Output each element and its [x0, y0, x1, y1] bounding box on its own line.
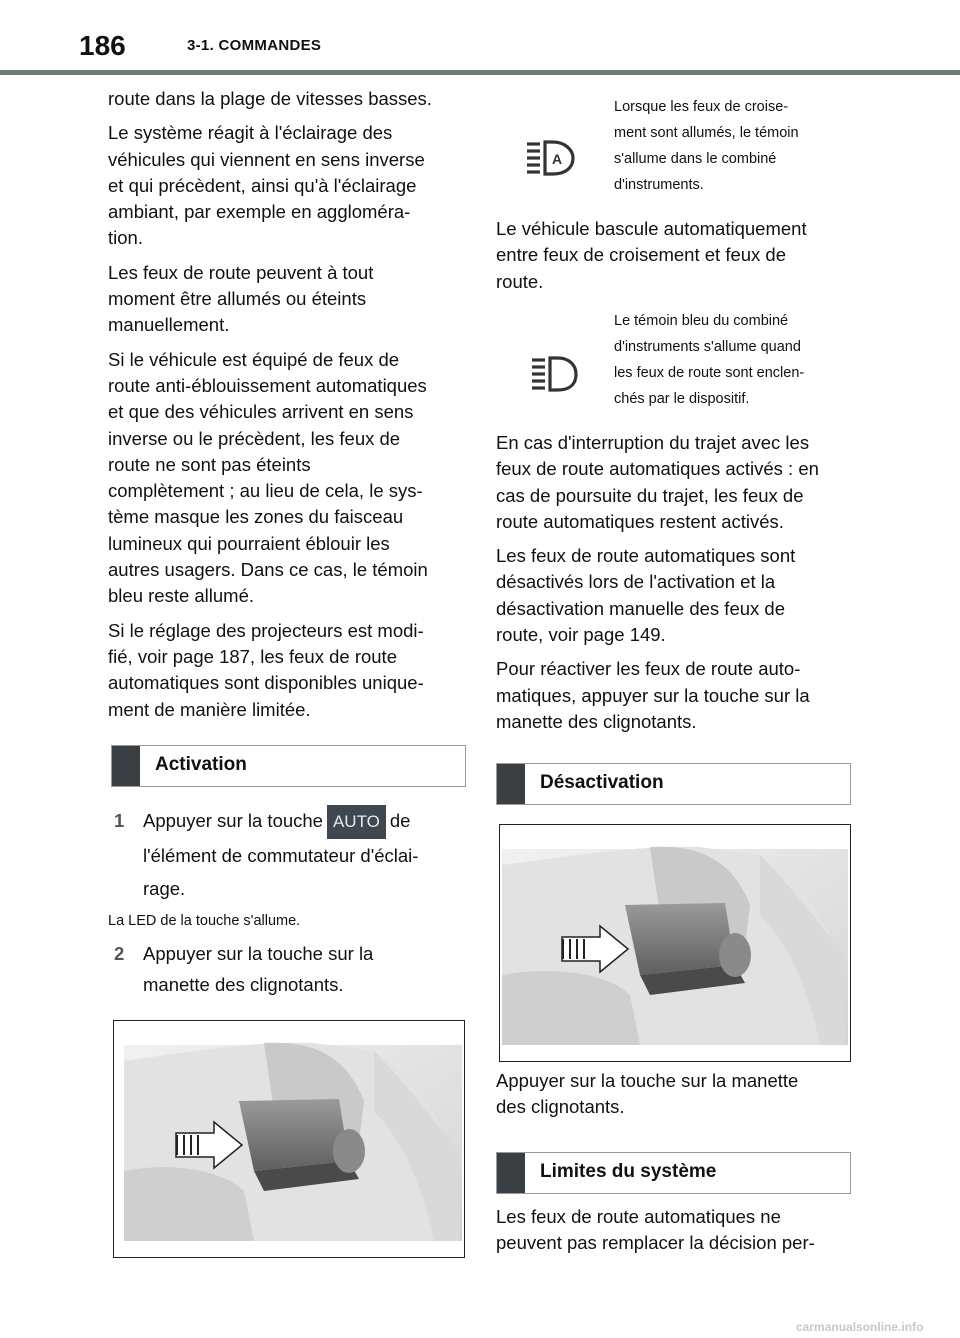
text-line: ment de manière limitée. — [108, 698, 311, 720]
text-line: peuvent pas remplacer la décision per- — [496, 1232, 815, 1254]
step-text: manette des clignotants. — [143, 974, 344, 995]
high-beam-icon — [530, 354, 578, 399]
figure-caption — [496, 1068, 856, 1121]
section-heading-deactivation — [496, 763, 851, 805]
paragraph — [496, 216, 856, 295]
text-line: route, voir page 149. — [496, 624, 666, 646]
right-text-block — [496, 430, 856, 743]
text-line: s'allume dans le combiné — [614, 151, 777, 167]
stalk-drawing — [114, 1021, 464, 1257]
paragraph — [108, 260, 468, 339]
text-line: désactivés lors de l'activation et la — [496, 571, 776, 593]
section-bar — [497, 1153, 525, 1193]
step-number: 1 — [114, 810, 125, 831]
icon2-description — [614, 308, 854, 412]
text-line: tème masque les zones du faisceau — [108, 506, 404, 528]
text-line: Lorsque les feux de croise- — [614, 99, 789, 115]
stalk-drawing — [500, 825, 850, 1061]
auto-high-beam-icon — [525, 138, 577, 183]
left-column — [108, 86, 468, 731]
chapter-title: 3-1. COMMANDES — [187, 37, 322, 54]
section-bar — [112, 746, 140, 786]
step-text: de — [389, 810, 411, 831]
paragraph — [496, 543, 856, 648]
text-line: manuellement. — [108, 314, 230, 336]
page-header — [0, 0, 960, 76]
section-heading-activation — [111, 745, 466, 787]
step-1 — [114, 804, 464, 905]
text-line: ment sont allumés, le témoin — [614, 125, 799, 141]
step-text: l'élément de commutateur d'éclai- — [143, 845, 419, 867]
step-number: 2 — [114, 943, 125, 964]
text-line: Le système réagit à l'éclairage des — [108, 122, 393, 144]
text-line: Les feux de route automatiques ne — [496, 1206, 781, 1227]
text-line: manette des clignotants. — [496, 710, 697, 732]
text-line: fié, voir page 187, les feux de route — [108, 645, 397, 667]
led-note: La LED de la touche s'allume. — [108, 913, 301, 929]
text-line: route ne sont pas éteints — [108, 453, 311, 475]
page-number: 186 — [79, 30, 126, 61]
text-line: En cas d'interruption du trajet avec les — [496, 432, 810, 453]
text-line: route. — [496, 270, 544, 292]
text-line: Le témoin bleu du combiné — [614, 313, 789, 329]
text-line: ambiant, par exemple en aggloméra- — [108, 201, 411, 223]
text-line: route anti-éblouissement automatiques — [108, 374, 427, 396]
section-title: Désactivation — [540, 772, 664, 793]
text-line: Pour réactiver les feux de route auto- — [496, 658, 801, 680]
text-line: route automatiques restent activés. — [496, 510, 784, 532]
text-line: véhicules qui viennent en sens inverse — [108, 148, 425, 170]
text-line: Le véhicule bascule automatiquement — [496, 218, 807, 239]
svg-text:A: A — [552, 151, 563, 167]
text-line: d'instruments s'allume quand — [614, 339, 801, 355]
step-text: Appuyer sur la touche sur la — [143, 943, 374, 964]
paragraph — [108, 347, 468, 610]
paragraph — [108, 120, 468, 251]
text-line: inverse ou le précèdent, les feux de — [108, 427, 401, 449]
step-text: Appuyer sur la touche — [143, 810, 323, 831]
section-title: Limites du système — [540, 1161, 717, 1182]
text-line: moment être allumés ou éteints — [108, 288, 367, 310]
text-line: Les feux de route peuvent à tout — [108, 261, 374, 283]
text-line: Appuyer sur la touche sur la manette — [496, 1070, 799, 1091]
text-line: feux de route automatiques activés : en — [496, 458, 819, 480]
paragraph — [496, 656, 856, 735]
paragraph — [496, 1204, 856, 1257]
paragraph — [496, 430, 856, 535]
section-heading-limits — [496, 1152, 851, 1194]
text-line: Si le réglage des projecteurs est modi- — [108, 619, 424, 641]
text-line: cas de poursuite du trajet, les feux de — [496, 484, 804, 506]
text-line: automatiques sont disponibles unique- — [108, 672, 424, 694]
text-line: entre feux de croisement et feux de — [496, 244, 787, 266]
step-text: rage. — [143, 878, 186, 900]
step-2 — [114, 938, 464, 1000]
text-line: et qui précèdent, ainsi qu'à l'éclairage — [108, 174, 417, 196]
text-line: et que des véhicules arrivent en sens — [108, 401, 414, 423]
text-line: tion. — [108, 227, 143, 249]
text-line: bleu reste allumé. — [108, 585, 255, 607]
text-line: des clignotants. — [496, 1096, 625, 1118]
text-line: désactivation manuelle des feux de — [496, 597, 785, 619]
text-line: Les feux de route automatiques sont — [496, 545, 796, 567]
text-line: d'instruments. — [614, 177, 704, 193]
text-line: matiques, appuyer sur la touche sur la — [496, 684, 810, 706]
icon1-description — [614, 94, 854, 198]
text-line: complètement ; au lieu de cela, le sys- — [108, 480, 423, 502]
text-line: chés par le dispositif. — [614, 391, 750, 407]
text-line: autres usagers. Dans ce cas, le témoin — [108, 559, 428, 581]
text-line: les feux de route sont enclen- — [614, 365, 805, 381]
auto-button: AUTO — [327, 805, 386, 839]
text-line: lumineux qui pourraient éblouir les — [108, 532, 390, 554]
section-bar — [497, 764, 525, 804]
paragraph — [108, 618, 468, 723]
paragraph: route dans la plage de vitesses basses. — [108, 88, 432, 109]
section-title: Activation — [155, 754, 247, 775]
header-rule — [0, 70, 960, 75]
text-line: Si le véhicule est équipé de feux de — [108, 348, 400, 370]
stalk-illustration-right — [499, 824, 851, 1062]
watermark: carmanualsonline.info — [796, 1320, 924, 1334]
stalk-illustration-left — [113, 1020, 465, 1258]
